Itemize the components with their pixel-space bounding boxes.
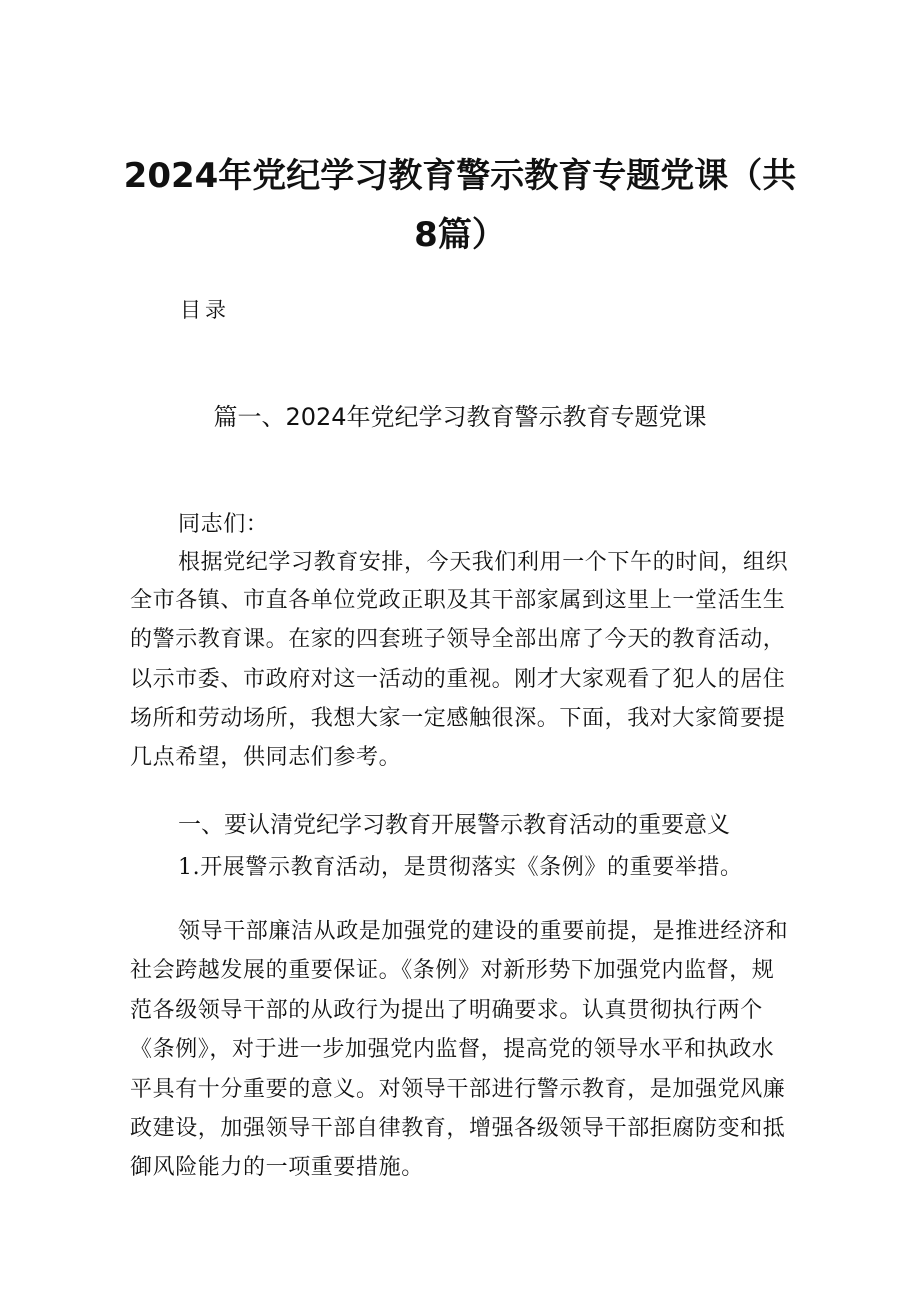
paragraph-line: 社会跨越发展的重要保证。《条例》对新形势下加强党内监督，规: [130, 958, 775, 983]
paragraph-line: 以示市委、市政府对这一活动的重视。刚才大家观看了犯人的居住: [130, 667, 786, 692]
paragraph-line: 的警示教育课。在家的四套班子领导全部出席了今天的教育活动，: [130, 627, 786, 652]
paragraph-line: 《条例》，对于进一步加强党内监督，提高党的领导水平和执政水: [130, 1037, 775, 1062]
paragraph-line: 几点希望，供同志们参考。: [130, 745, 402, 770]
paragraph-line: 领导干部廉洁从政是加强党的建设的重要前提，是推进经济和: [178, 919, 789, 944]
section-heading: 一、要认清党纪学习教育开展警示教育活动的重要意义: [178, 812, 730, 838]
sub-heading: 1.开展警示教育活动，是贯彻落实《条例》的重要举措。: [178, 855, 743, 880]
paragraph-line: 场所和劳动场所，我想大家一定感触很深。下面，我对大家简要提: [130, 706, 786, 731]
table-of-contents-label: 目录: [180, 298, 230, 322]
paragraph-line: 范各级领导干部的从政行为提出了明确要求。认真贯彻执行两个: [130, 998, 763, 1023]
document-title-line-2: 8篇）: [414, 215, 506, 255]
paragraph-line: 政建设，加强领导干部自律教育，增强各级领导干部拒腐防变和抵: [130, 1116, 786, 1141]
document-title-line-1: 2024年党纪学习教育警示教育专题党课（共: [123, 156, 797, 196]
paragraph-line: 平具有十分重要的意义。对领导干部进行警示教育，是加强党风廉: [130, 1077, 786, 1102]
paragraph-line: 全市各镇、市直各单位党政正职及其干部家属到这里上一堂活生生: [130, 588, 786, 613]
paragraph-line: 御风险能力的一项重要措施。: [130, 1155, 424, 1180]
section-title: 篇一、2024年党纪学习教育警示教育专题党课: [213, 403, 707, 431]
salutation: 同志们：: [178, 512, 269, 537]
paragraph-line: 根据党纪学习教育安排，今天我们利用一个下午的时间，组织: [178, 550, 789, 575]
